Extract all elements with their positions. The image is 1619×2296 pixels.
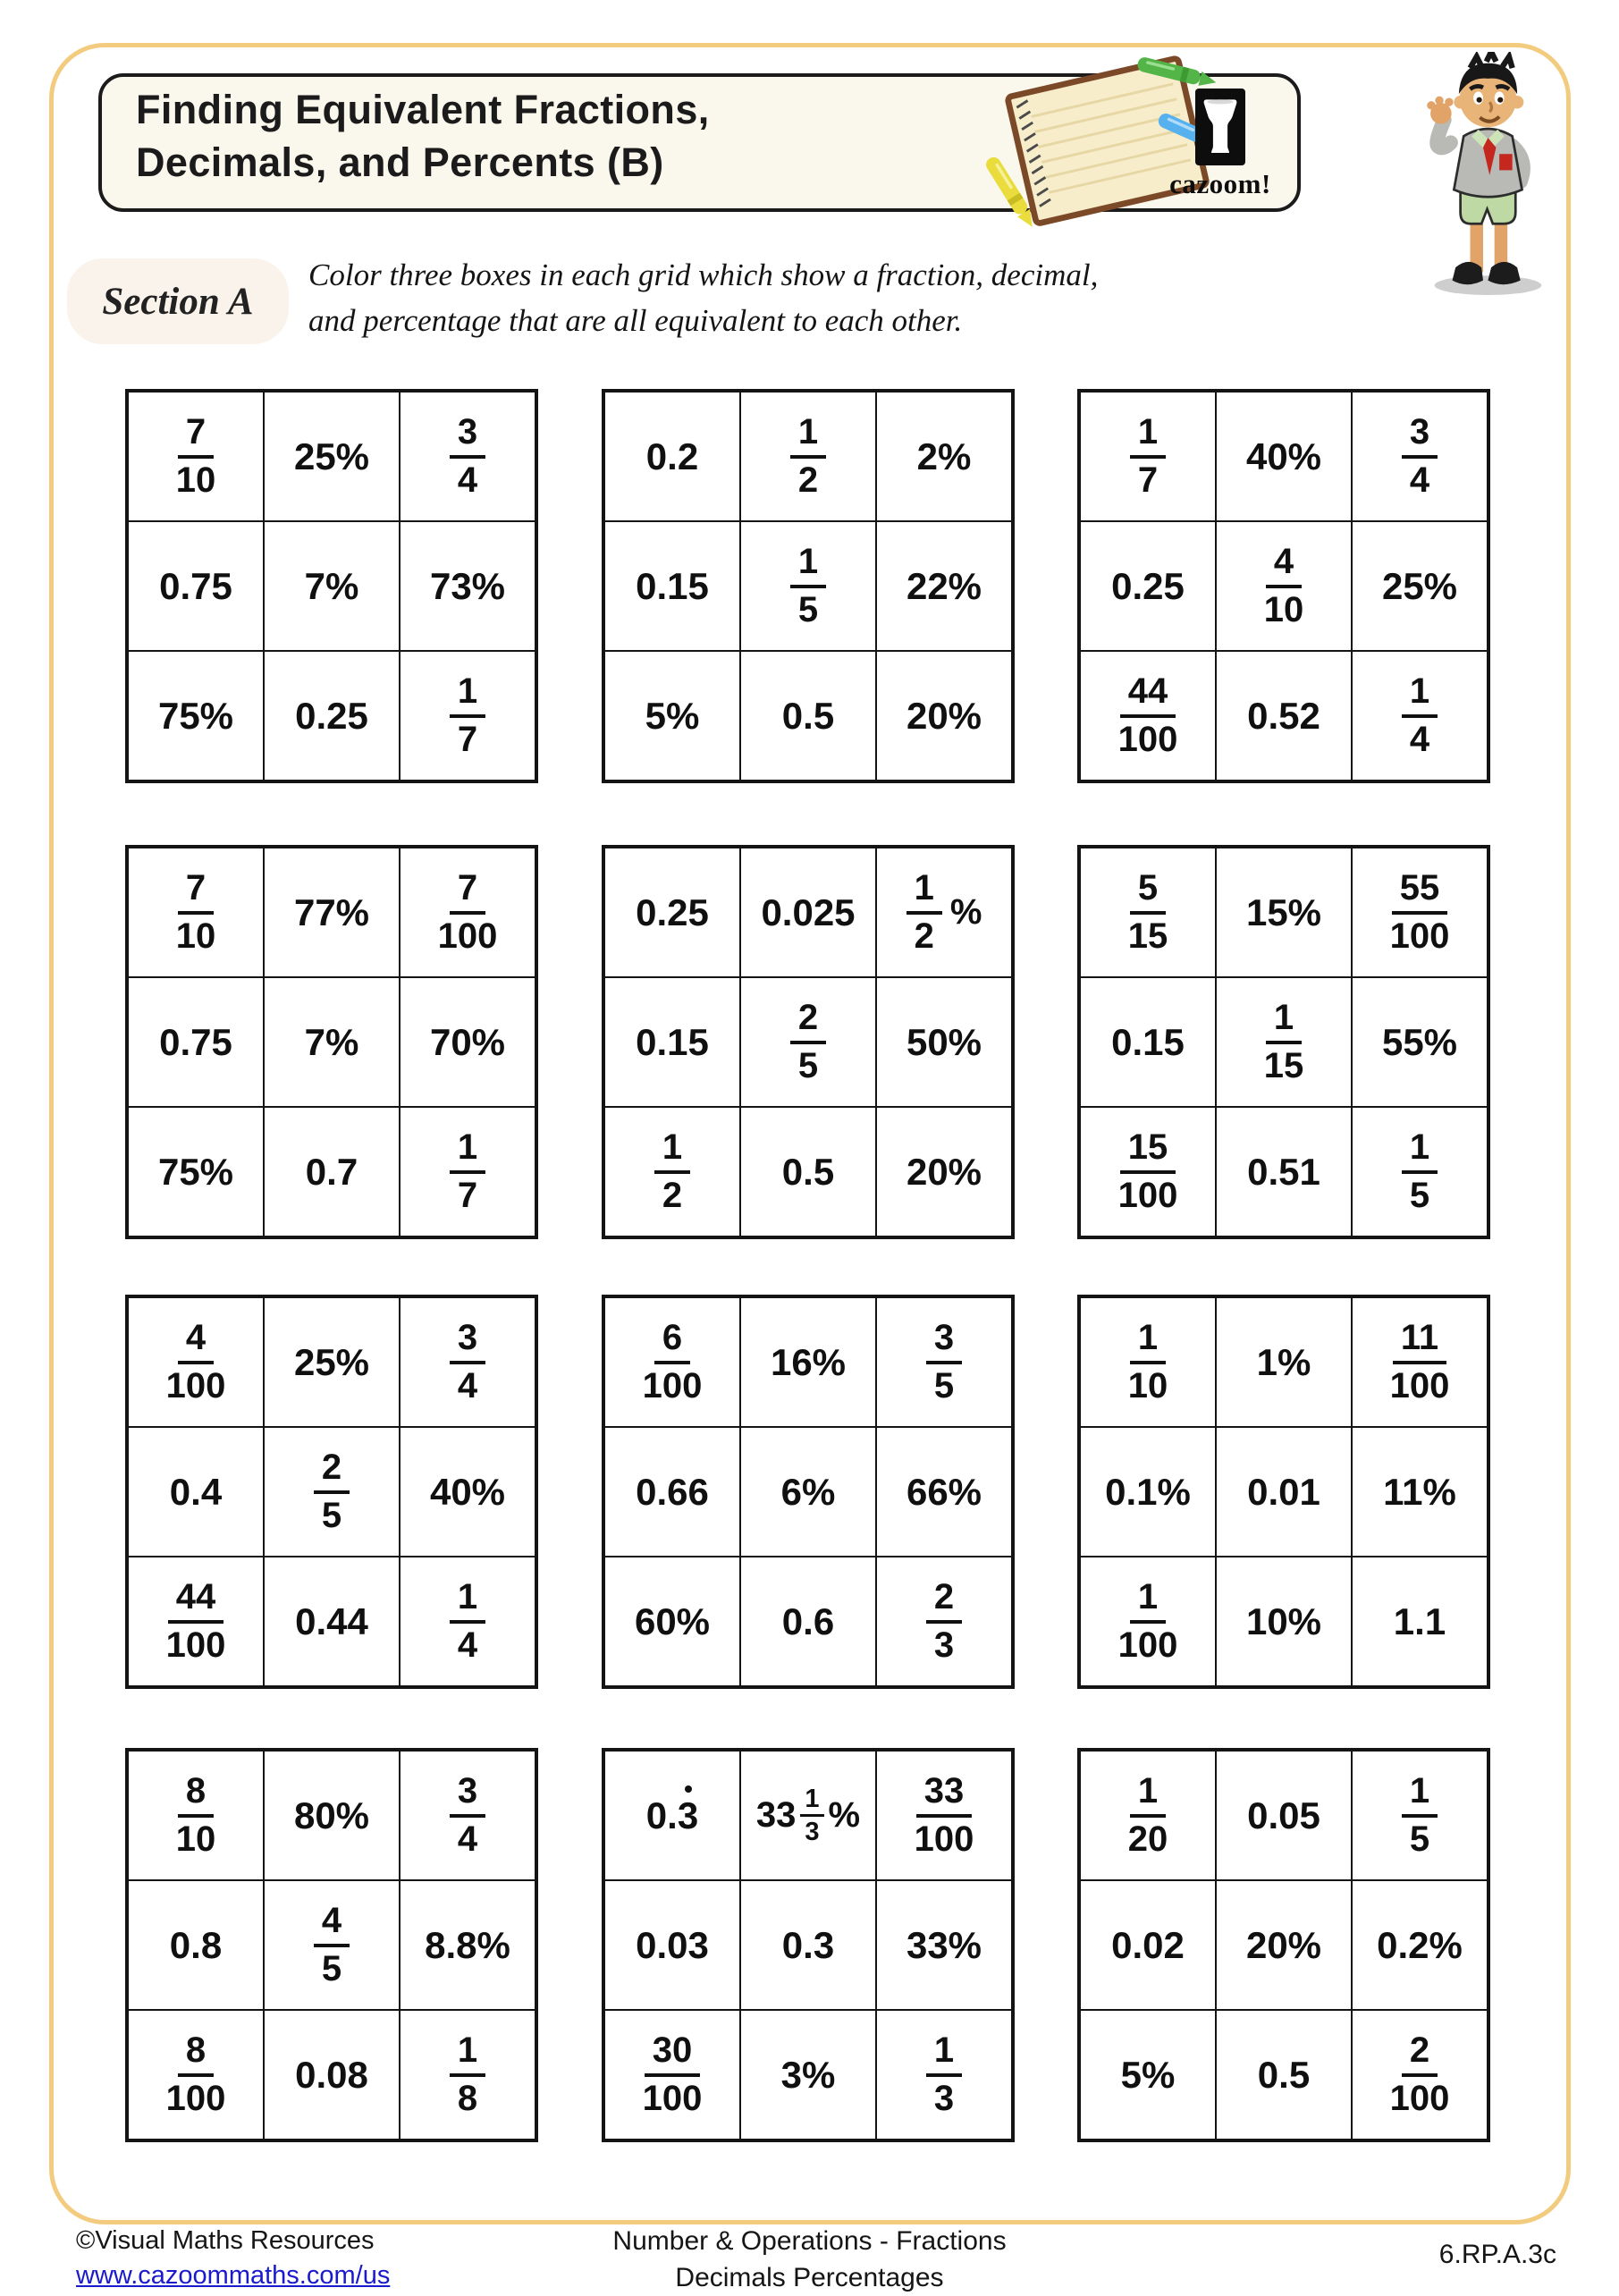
grid-1-cell-3-1[interactable]: 75% — [128, 651, 264, 781]
grid-10-cell-1-2[interactable]: 80% — [264, 1751, 400, 1880]
grid-12-cell-3-1[interactable]: 5% — [1080, 2010, 1216, 2140]
grid-2-cell-3-3[interactable]: 20% — [876, 651, 1012, 781]
cazoom-logo — [1195, 89, 1245, 165]
title-line-2: Decimals, and Percents (B) — [136, 139, 664, 185]
equivalence-grid-2 — [602, 389, 1015, 783]
grid-11-cell-3-1[interactable]: $\frac{30}{100}$ — [604, 2010, 740, 2140]
grid-12-cell-1-3[interactable]: $\frac{1}{5}$ — [1352, 1751, 1488, 1880]
grid-1-cell-2-1[interactable]: 0.75 — [128, 521, 264, 651]
grid-5-cell-1-2[interactable]: 0.025 — [740, 848, 876, 977]
grid-6-cell-3-3[interactable]: $\frac{1}{5}$ — [1352, 1107, 1488, 1237]
grid-3-cell-2-3[interactable]: 25% — [1352, 521, 1488, 651]
grid-7-cell-3-3[interactable]: $\frac{1}{4}$ — [400, 1557, 535, 1686]
equivalence-grid-11 — [602, 1748, 1015, 2142]
grid-6-cell-1-1[interactable]: $\frac{5}{15}$ — [1080, 848, 1216, 977]
grid-3-cell-3-1[interactable]: $\frac{44}{100}$ — [1080, 651, 1216, 781]
grid-10-cell-3-3[interactable]: $\frac{1}{8}$ — [400, 2010, 535, 2140]
grid-10-cell-3-1[interactable]: $\frac{8}{100}$ — [128, 2010, 264, 2140]
grid-11-cell-1-2[interactable]: 33 $\frac{1}{3}$ % — [740, 1751, 876, 1880]
grid-3-cell-1-3[interactable]: $\frac{3}{4}$ — [1352, 392, 1488, 521]
grid-9-cell-2-1[interactable]: 0.1% — [1080, 1427, 1216, 1557]
instructions-line-2: and percentage that are all equivalent to each other. — [308, 302, 963, 338]
grid-2-cell-1-1[interactable]: 0.2 — [604, 392, 740, 521]
equivalence-grid-5 — [602, 845, 1015, 1239]
equivalence-grid-4 — [125, 845, 538, 1239]
grid-1-cell-1-2[interactable]: 25% — [264, 392, 400, 521]
grid-5-cell-2-3[interactable]: 50% — [876, 977, 1012, 1107]
grid-4-cell-3-2[interactable]: 0.7 — [264, 1107, 400, 1237]
page-title — [136, 84, 710, 189]
grid-1-cell-2-2[interactable]: 7% — [264, 521, 400, 651]
grid-9-cell-1-1[interactable]: $\frac{1}{10}$ — [1080, 1297, 1216, 1427]
grid-2-cell-3-1[interactable]: 5% — [604, 651, 740, 781]
grid-4-cell-1-3[interactable]: $\frac{7}{100}$ — [400, 848, 535, 977]
grid-11-cell-2-3[interactable]: 33% — [876, 1880, 1012, 2010]
grid-4-cell-2-2[interactable]: 7% — [264, 977, 400, 1107]
grid-8-cell-2-2[interactable]: 6% — [740, 1427, 876, 1557]
grid-4-cell-2-1[interactable]: 0.75 — [128, 977, 264, 1107]
footer-topic-line-2: Decimals Percentages — [675, 2262, 944, 2292]
footer-center — [0, 2224, 1619, 2296]
grid-8-cell-3-2[interactable]: 0.6 — [740, 1557, 876, 1686]
grid-5-cell-3-2[interactable]: 0.5 — [740, 1107, 876, 1237]
grid-8-cell-3-3[interactable]: $\frac{2}{3}$ — [876, 1557, 1012, 1686]
footer-topic-line-1: Number & Operations - Fractions — [612, 2226, 1007, 2256]
grid-6-cell-2-3[interactable]: 55% — [1352, 977, 1488, 1107]
grid-6-cell-3-2[interactable]: 0.51 — [1216, 1107, 1352, 1237]
equivalence-grid-7 — [125, 1295, 538, 1689]
grid-7-cell-3-1[interactable]: $\frac{44}{100}$ — [128, 1557, 264, 1686]
grid-8-cell-1-2[interactable]: 16% — [740, 1297, 876, 1427]
grid-6-cell-3-1[interactable]: $\frac{15}{100}$ — [1080, 1107, 1216, 1237]
grid-5-cell-2-2[interactable]: $\frac{2}{5}$ — [740, 977, 876, 1107]
grid-11-cell-3-2[interactable]: 3% — [740, 2010, 876, 2140]
grid-2-cell-1-3[interactable]: 2% — [876, 392, 1012, 521]
grid-11-cell-2-2[interactable]: 0.3 — [740, 1880, 876, 2010]
grid-10-cell-3-2[interactable]: 0.08 — [264, 2010, 400, 2140]
grid-1-cell-2-3[interactable]: 73% — [400, 521, 535, 651]
grid-10-cell-2-3[interactable]: 8.8% — [400, 1880, 535, 2010]
grid-12-cell-3-2[interactable]: 0.5 — [1216, 2010, 1352, 2140]
grid-9-cell-2-3[interactable]: 11% — [1352, 1427, 1488, 1557]
grid-3-cell-3-3[interactable]: $\frac{1}{4}$ — [1352, 651, 1488, 781]
grid-12-cell-1-2[interactable]: 0.05 — [1216, 1751, 1352, 1880]
grid-7-cell-1-1[interactable]: $\frac{4}{100}$ — [128, 1297, 264, 1427]
grid-1-cell-1-1[interactable]: $\frac{7}{10}$ — [128, 392, 264, 521]
grid-1-cell-3-3[interactable]: $\frac{1}{7}$ — [400, 651, 535, 781]
grid-1-cell-3-2[interactable]: 0.25 — [264, 651, 400, 781]
section-a-instructions — [308, 253, 1098, 344]
equivalence-grid-3 — [1077, 389, 1490, 783]
grid-4-cell-1-1[interactable]: $\frac{7}{10}$ — [128, 848, 264, 977]
grid-5-cell-2-1[interactable]: 0.15 — [604, 977, 740, 1107]
student-boy-illustration — [1402, 52, 1564, 295]
grid-9-cell-3-3[interactable]: 1.1 — [1352, 1557, 1488, 1686]
grid-3-cell-2-2[interactable]: $\frac{4}{10}$ — [1216, 521, 1352, 651]
grid-11-cell-3-3[interactable]: $\frac{1}{3}$ — [876, 2010, 1012, 2140]
grid-8-cell-1-3[interactable]: $\frac{3}{5}$ — [876, 1297, 1012, 1427]
grid-5-cell-3-1[interactable]: $\frac{1}{2}$ — [604, 1107, 740, 1237]
grid-11-cell-1-1[interactable]: 0.3 — [604, 1751, 740, 1880]
equivalence-grid-6 — [1077, 845, 1490, 1239]
grid-2-cell-2-2[interactable]: $\frac{1}{5}$ — [740, 521, 876, 651]
footer-standard-code: 6.RP.A.3c — [1438, 2240, 1556, 2269]
brand-wordmark: cazoom! — [1169, 168, 1271, 199]
grid-5-cell-3-3[interactable]: 20% — [876, 1107, 1012, 1237]
grid-2-cell-2-1[interactable]: 0.15 — [604, 521, 740, 651]
equivalence-grid-8 — [602, 1295, 1015, 1689]
grid-8-cell-2-3[interactable]: 66% — [876, 1427, 1012, 1557]
grid-1-cell-1-3[interactable]: $\frac{3}{4}$ — [400, 392, 535, 521]
grid-7-cell-3-2[interactable]: 0.44 — [264, 1557, 400, 1686]
grid-9-cell-1-3[interactable]: $\frac{11}{100}$ — [1352, 1297, 1488, 1427]
footer-link[interactable]: www.cazoommaths.com/us — [76, 2261, 391, 2291]
grid-3-cell-1-1[interactable]: $\frac{1}{7}$ — [1080, 392, 1216, 521]
grid-7-cell-1-3[interactable]: $\frac{3}{4}$ — [400, 1297, 535, 1427]
grid-7-cell-2-3[interactable]: 40% — [400, 1427, 535, 1557]
grid-8-cell-2-1[interactable]: 0.66 — [604, 1427, 740, 1557]
title-line-1: Finding Equivalent Fractions, — [136, 87, 710, 132]
grid-4-cell-3-1[interactable]: 75% — [128, 1107, 264, 1237]
footer-copyright: ©Visual Maths Resources — [76, 2226, 375, 2255]
grid-10-cell-1-1[interactable]: $\frac{8}{10}$ — [128, 1751, 264, 1880]
grid-9-cell-1-2[interactable]: 1% — [1216, 1297, 1352, 1427]
grid-10-cell-1-3[interactable]: $\frac{3}{4}$ — [400, 1751, 535, 1880]
grid-5-cell-1-1[interactable]: 0.25 — [604, 848, 740, 977]
djembe-drum-icon — [1200, 94, 1241, 160]
grid-8-cell-3-1[interactable]: 60% — [604, 1557, 740, 1686]
grid-10-cell-2-2[interactable]: $\frac{4}{5}$ — [264, 1880, 400, 2010]
grid-12-cell-2-1[interactable]: 0.02 — [1080, 1880, 1216, 2010]
grid-6-cell-1-3[interactable]: $\frac{55}{100}$ — [1352, 848, 1488, 977]
grid-10-cell-2-1[interactable]: 0.8 — [128, 1880, 264, 2010]
grid-5-cell-1-3[interactable]: $\frac{1}{2}$ % — [876, 848, 1012, 977]
instructions-line-1: Color three boxes in each grid which show a fraction, decimal, — [308, 257, 1099, 292]
section-a-label: Section A — [102, 280, 254, 323]
grid-4-cell-1-2[interactable]: 77% — [264, 848, 400, 977]
grid-12-cell-2-2[interactable]: 20% — [1216, 1880, 1352, 2010]
grid-2-cell-3-2[interactable]: 0.5 — [740, 651, 876, 781]
grid-4-cell-3-3[interactable]: $\frac{1}{7}$ — [400, 1107, 535, 1237]
grid-4-cell-2-3[interactable]: 70% — [400, 977, 535, 1107]
grid-3-cell-2-1[interactable]: 0.25 — [1080, 521, 1216, 651]
equivalence-grid-12 — [1077, 1748, 1490, 2142]
grid-6-cell-2-2[interactable]: $\frac{1}{15}$ — [1216, 977, 1352, 1107]
section-a-pill — [67, 258, 289, 344]
grid-8-cell-1-1[interactable]: $\frac{6}{100}$ — [604, 1297, 740, 1427]
grid-3-cell-3-2[interactable]: 0.52 — [1216, 651, 1352, 781]
grid-7-cell-1-2[interactable]: 25% — [264, 1297, 400, 1427]
grid-12-cell-3-3[interactable]: $\frac{2}{100}$ — [1352, 2010, 1488, 2140]
grid-11-cell-1-3[interactable]: $\frac{33}{100}$ — [876, 1751, 1012, 1880]
grid-9-cell-3-1[interactable]: $\frac{1}{100}$ — [1080, 1557, 1216, 1686]
grid-2-cell-2-3[interactable]: 22% — [876, 521, 1012, 651]
grid-2-cell-1-2[interactable]: $\frac{1}{2}$ — [740, 392, 876, 521]
grid-6-cell-2-1[interactable]: 0.15 — [1080, 977, 1216, 1107]
grid-12-cell-2-3[interactable]: 0.2% — [1352, 1880, 1488, 2010]
grid-3-cell-1-2[interactable]: 40% — [1216, 392, 1352, 521]
grid-6-cell-1-2[interactable]: 15% — [1216, 848, 1352, 977]
equivalence-grid-9 — [1077, 1295, 1490, 1689]
equivalence-grid-10 — [125, 1748, 538, 2142]
grid-7-cell-2-1[interactable]: 0.4 — [128, 1427, 264, 1557]
grid-9-cell-2-2[interactable]: 0.01 — [1216, 1427, 1352, 1557]
grid-12-cell-1-1[interactable]: $\frac{1}{20}$ — [1080, 1751, 1216, 1880]
grid-7-cell-2-2[interactable]: $\frac{2}{5}$ — [264, 1427, 400, 1557]
grid-9-cell-3-2[interactable]: 10% — [1216, 1557, 1352, 1686]
grid-11-cell-2-1[interactable]: 0.03 — [604, 1880, 740, 2010]
equivalence-grid-1 — [125, 389, 538, 783]
